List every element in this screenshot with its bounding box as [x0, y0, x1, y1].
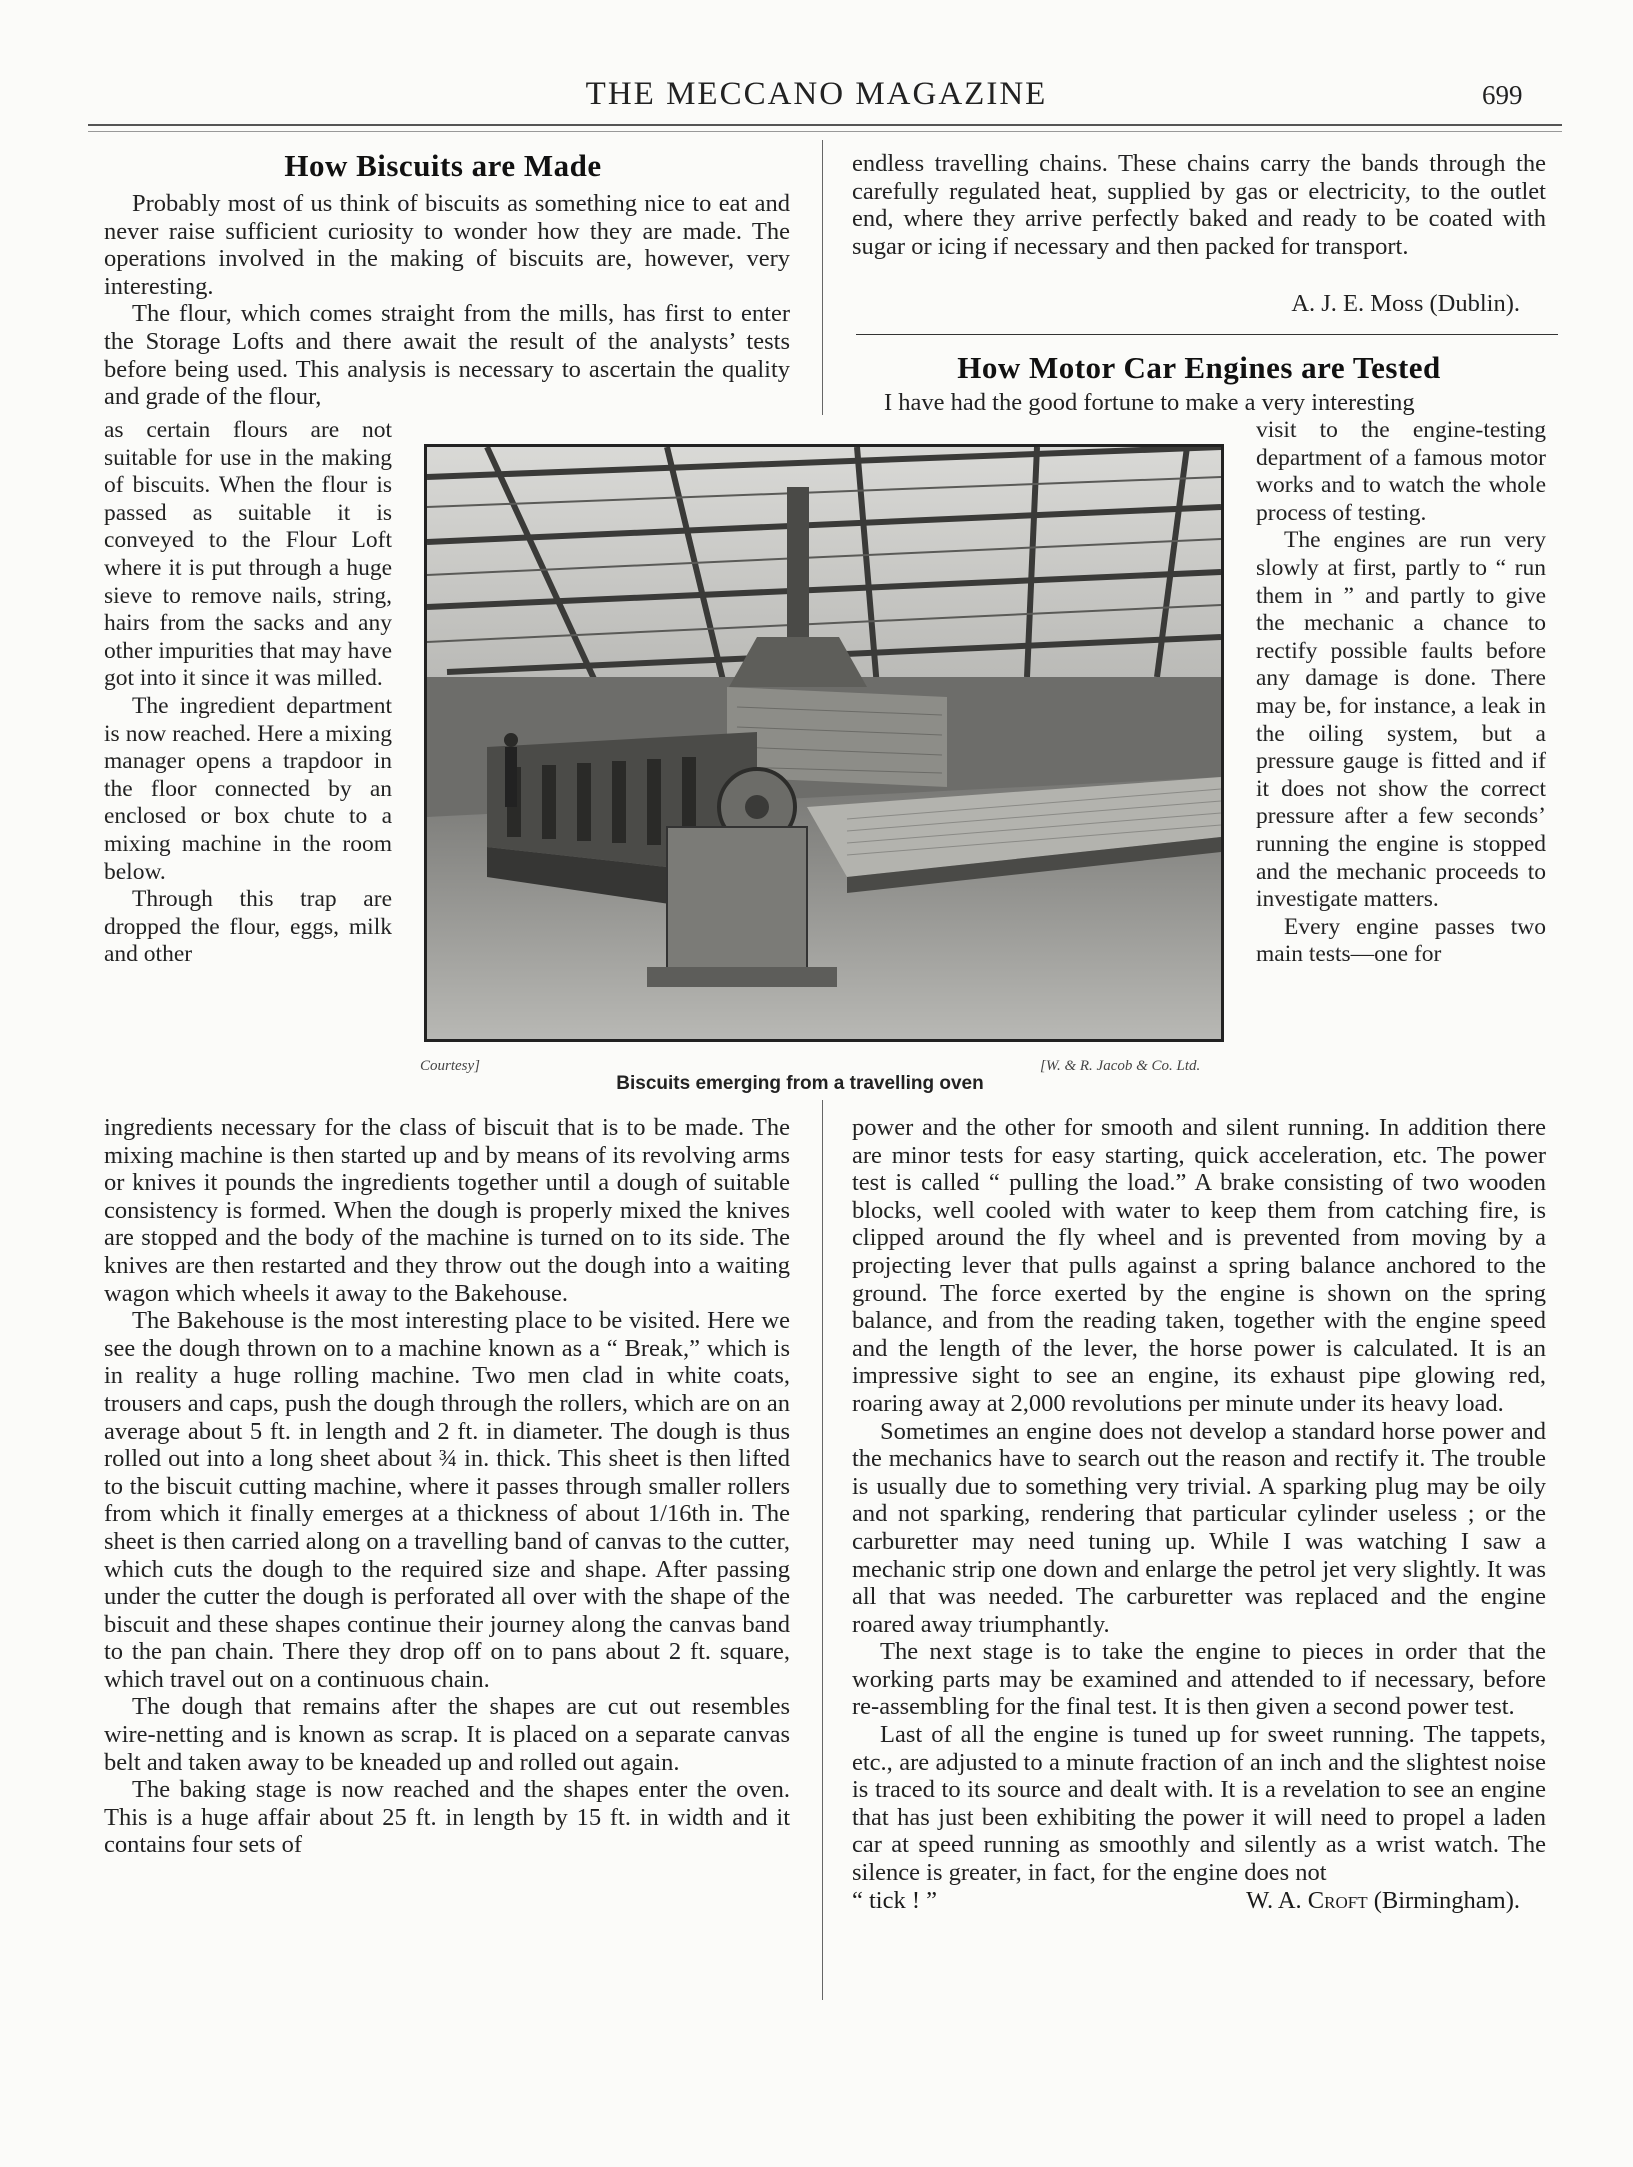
- article2-title: How Motor Car Engines are Tested: [957, 350, 1441, 385]
- article2-narrow-block: [1256, 417, 1546, 969]
- magazine-title: THE MECCANO MAGAZINE: [585, 76, 1048, 112]
- article1-paragraph: Through this trap are dropped the flour, eggs, milk and other: [104, 886, 392, 968]
- photo-credit-right: [W. & R. Jacob & Co. Ltd.: [1040, 1058, 1201, 1074]
- article2-paragraph: power and the other for smooth and silent running. In addition there are minor tests for easy starting, quick acceleration, etc. The power test is called “ pulling the load.” A brake consisting of two wooden blocks, well cooled with water to keep them from catching fire, is clipped around the fly wheel and is prevented from moving by a projecting lever that pulls against a spring balance anchored to the ground. The force exerted by the engine is shown on the spring balance, and from the reading taken, together with the engine speed and the length of the lever, the horse power is calculated. It is an impressive sight to see an engine, its exhaust pipe glowing red, roaring away at 2,000 revolutions per minute under its heavy load.: [852, 1114, 1546, 1417]
- article1-title: How Biscuits are Made: [284, 148, 602, 183]
- article1-paragraph: The ingredient department is now reached. Here a mixing manager opens a trapdoor in the floor connected by an enclosed or box chute to a mixing machine in the room below.: [104, 692, 392, 885]
- header-rule: [88, 124, 1562, 126]
- article2-paragraph: Sometimes an engine does not develop a standard horse power and the mechanics have to search out the reason and rectify it. The trouble is usually due to something very trivial. A sparking plug may be oily and not sparking, rendering that particular cylinder useless ; or the carburetter may need tuning up. While I was watching I saw a mechanic strip one down and enlarge the petrol jet very slightly. It was all that was needed. The carburetter was replaced and the engine roared away triumphantly.: [852, 1417, 1546, 1638]
- factory-photograph: [424, 444, 1224, 1042]
- article1-paragraph: endless travelling chains. These chains carry the bands through the carefully regulated heat, supplied by gas or electricity, to the outlet end, where they arrive perfectly baked and ready to be coated with sugar or icing if necessary and then packed for transport.: [852, 150, 1546, 260]
- signature-place: (Birmingham).: [1367, 1886, 1520, 1914]
- article2-signature: [1246, 1887, 1520, 1915]
- article1-narrow-block: [104, 417, 392, 969]
- article2-first-line: [884, 389, 1546, 417]
- article1-paragraph: The flour, which comes straight from the mills, has first to enter the Storage Lofts and there await the result of the analysts’ tests before being used. This analysis is necessary to ascertain the quality and grade of the flour,: [104, 300, 790, 411]
- article2-main-block: [852, 1114, 1546, 1914]
- article1-intro: [104, 190, 790, 411]
- photo-credit-left: Courtesy]: [420, 1058, 480, 1074]
- article1-continuation: [852, 150, 1546, 260]
- article2-paragraph: The engines are run very slowly at first, partly to “ run them in ” and partly to give the mechanic a chance to rectify possible faults before any damage is done. There may be, for instance, a leak in the oiling system, but a pressure gauge is fitted and if it does not show the correct pressure after a few seconds’ running the engine is stopped and the mechanic proceeds to investigate matters.: [1256, 527, 1546, 913]
- column-divider-top: [822, 140, 823, 415]
- signature-initials: W. A.: [1246, 1886, 1308, 1914]
- article2-paragraph: I have had the good fortune to make a very interesting: [884, 389, 1415, 416]
- article2-paragraph: visit to the engine-testing department of a famous motor works and to watch the whole process of testing.: [1256, 417, 1546, 526]
- article2-last-line: [852, 1887, 1546, 1915]
- page-number: 699: [1482, 80, 1523, 110]
- article1-main-block: [104, 1114, 790, 1859]
- signature-name: Croft: [1307, 1886, 1368, 1914]
- header-rule-thin: [88, 131, 1562, 132]
- article2-paragraph: The next stage is to take the engine to pieces in order that the working parts may be examined and attended to if necessary, before re-assembling for the final test. It is then given a second power test.: [852, 1638, 1546, 1721]
- article1-paragraph: The dough that remains after the shapes are cut out resembles wire-netting and is known as scrap. It is placed on a separate canvas belt and taken away to be kneaded up and rolled out again.: [104, 1693, 790, 1776]
- article1-signature: A. J. E. Moss (Dublin).: [1291, 290, 1520, 317]
- article1-paragraph: as certain flours are not suitable for use in the making of biscuits. When the flour is passed as suitable it is conveyed to the Flour Loft where it is put through a huge sieve to remove nails, string, hairs from the sacks and any other impurities that may have got into it since it was milled.: [104, 417, 392, 692]
- article1-paragraph: ingredients necessary for the class of biscuit that is to be made. The mixing machine is then started up and by means of its revolving arms or knives it pounds the ingredients together until a dough of suitable consistency is formed. When the dough is properly mixed the knives are stopped and the body of the machine is turned on to its side. The knives are then restarted and they throw out the dough into a waiting wagon which wheels it away to the Bakehouse.: [104, 1114, 790, 1307]
- article2-paragraph: Every engine passes two main tests—one for: [1256, 913, 1546, 968]
- article1-paragraph: Probably most of us think of biscuits as something nice to eat and never raise sufficient curiosity to wonder how they are made. The operations involved in the making of biscuits are, however, very interesting.: [104, 190, 790, 300]
- article-separator: [856, 334, 1558, 335]
- photo-caption: Biscuits emerging from a travelling oven: [616, 1073, 984, 1094]
- article1-paragraph: The baking stage is now reached and the shapes enter the oven. This is a huge affair about 25 ft. in length by 15 ft. in width and it contains four sets of: [104, 1776, 790, 1859]
- column-divider-bottom: [822, 1100, 823, 2000]
- article2-last-words: “ tick ! ”: [852, 1886, 938, 1914]
- article2-paragraph: Last of all the engine is tuned up for sweet running. The tappets, etc., are adjusted to a minute fraction of an inch and the slightest noise is traced to its source and dealt with. It is a revelation to see an engine that has just been exhibiting the power it will need to propel a laden car at speed running as smoothly and silently as a wrist watch. The silence is greater, in fact, for the engine does not: [852, 1721, 1546, 1887]
- article1-paragraph: The Bakehouse is the most interesting place to be visited. Here we see the dough thrown on to a machine known as a “ Break,” which is in reality a huge rolling machine. Two men clad in white coats, trousers and caps, push the dough through the rollers, which are on an average about 5 ft. in length and 2 ft. in diameter. The dough is thus rolled out into a long sheet about ¾ in. thick. This sheet is then lifted to the biscuit cutting machine, where it passes through smaller rollers from which it finally emerges at a thickness of about 1/16th in. The sheet is then carried along on a travelling band of canvas to the cutter, which cuts the dough to the required size and shape. After passing under the cutter the dough is perforated all over with the shape of the biscuit and these shapes continue their journey along the canvas band to the pan chain. There they drop off on to pans about 2 ft. square, which travel out on a continuous chain.: [104, 1307, 790, 1693]
- factory-photo-illustration: [427, 447, 1221, 1039]
